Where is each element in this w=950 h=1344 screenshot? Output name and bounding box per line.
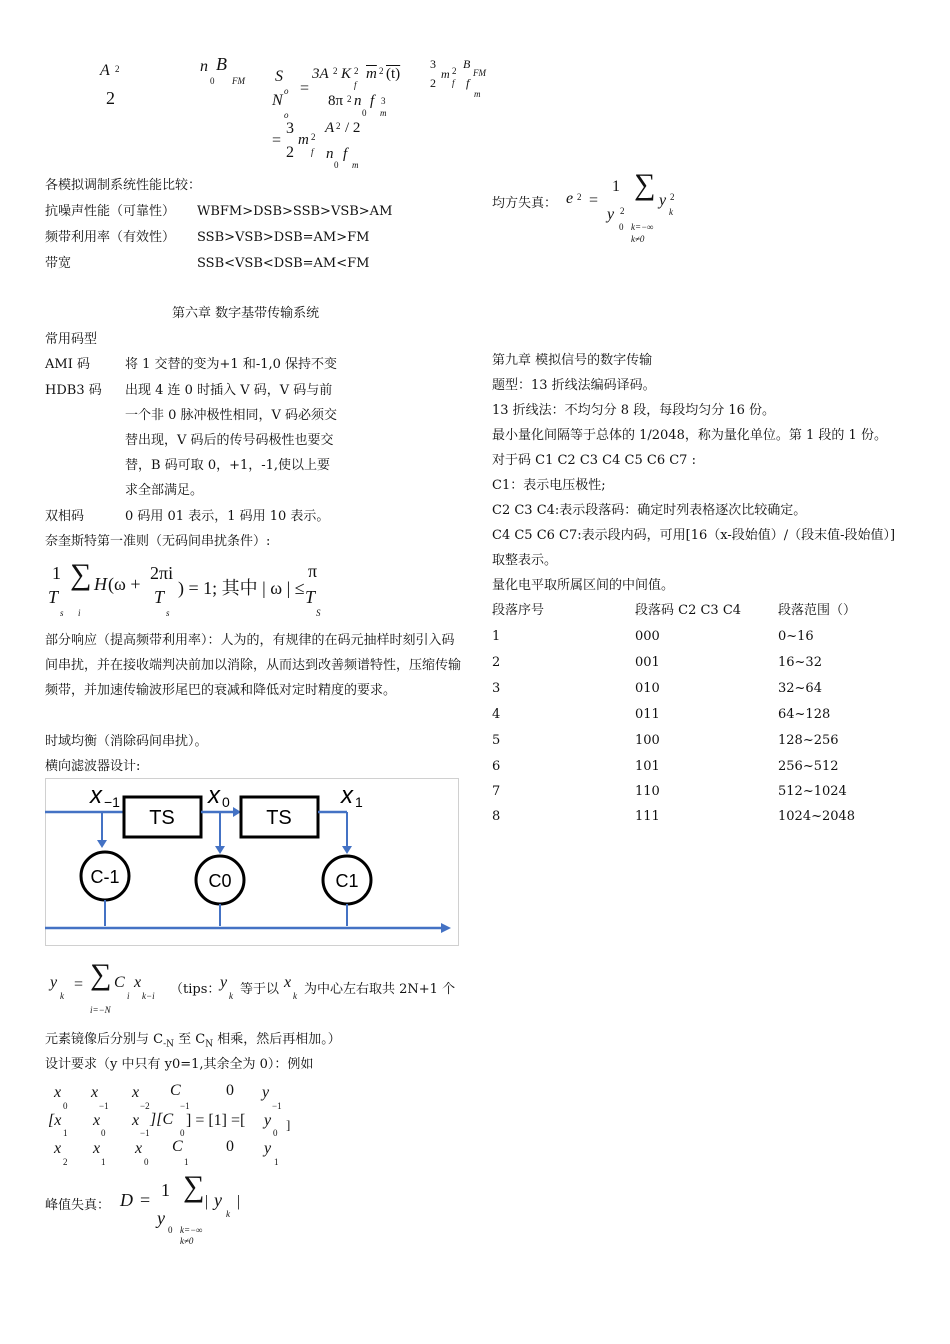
label-x0: x xyxy=(208,782,220,809)
formula-cube: 3 xyxy=(381,96,386,106)
formula-rm2: m xyxy=(474,89,481,99)
formula-N: N xyxy=(272,92,283,109)
nyq-T: T xyxy=(48,587,59,607)
coef-label-0: C0 xyxy=(208,871,232,891)
peak-y: y xyxy=(214,1190,222,1210)
yk-kmi: k−i xyxy=(142,991,155,1001)
formula-zero: 0 xyxy=(210,76,215,86)
table-cell: 32~64 xyxy=(778,681,822,696)
chapter9-line-3: 最小量化间隔等于总体的 1/2048，称为量化单位。第 1 段的 1 份。 xyxy=(492,428,887,443)
nyquist-title: 奈奎斯特第一准则（无码间串扰条件）: xyxy=(45,534,271,549)
tips-y: y xyxy=(220,974,228,991)
m-r1-zero: 0 xyxy=(226,1082,234,1099)
formula-n0b: n xyxy=(326,146,334,162)
m-r1-C: C xyxy=(170,1082,181,1099)
formula-rFM: FM xyxy=(473,68,486,78)
peak-y0: y xyxy=(157,1208,165,1228)
nyq-i: i xyxy=(78,608,81,618)
comparison-label-3: 带宽 xyxy=(45,256,72,271)
m-r3-y-sub: 1 xyxy=(274,1157,279,1167)
peak-bar1: | xyxy=(205,1193,209,1210)
mse-sup: 2 xyxy=(577,192,582,202)
tips-line2a: 元素镜像后分别与 C xyxy=(45,1032,164,1047)
nyq-s2: s xyxy=(166,608,170,618)
m-r3-C-sub: 1 xyxy=(184,1157,189,1167)
chapter9-line-6: C2 C3 C4:表示段落码：确定时列表格逐次比较确定。 xyxy=(492,503,807,518)
formula-two: 2 xyxy=(106,88,115,108)
tips-sub-n2: N xyxy=(205,1039,214,1050)
table-cell: 000 xyxy=(635,629,660,644)
formula-sup2d: 2 xyxy=(379,66,384,76)
nyq-T2: T xyxy=(154,587,165,607)
tips-mid1: 等于以 xyxy=(240,982,280,997)
tips-x: x xyxy=(284,974,292,991)
codes-title: 常用码型 xyxy=(45,332,98,347)
formula-o1: o xyxy=(284,86,289,96)
ami-text: 将 1 交替的变为+1 和-1,0 保持不变 xyxy=(125,357,338,372)
formula-K: K xyxy=(341,66,352,82)
mse-y: y xyxy=(659,192,667,209)
table-cell: 4 xyxy=(492,707,501,722)
m-r3-x2-sub: 0 xyxy=(144,1157,149,1167)
nyq-open: (ω + xyxy=(108,574,141,594)
formula-sup2g: 2 xyxy=(336,121,341,131)
formula-m-sub: m xyxy=(380,108,387,118)
m-r3-zero: 0 xyxy=(226,1138,234,1155)
formula-fm: f xyxy=(370,93,375,109)
m-r1-y: y xyxy=(262,1084,270,1101)
yk-C: C xyxy=(114,974,125,991)
chapter6-title: 第六章 数字基带传输系统 xyxy=(172,306,320,321)
formula-m: $\overline{m}$ xyxy=(366,66,377,82)
m-r1-x2-sub: −2 xyxy=(140,1101,150,1111)
formula-A2: A xyxy=(325,120,335,136)
m-r1-x1-sub: −1 xyxy=(99,1101,109,1111)
formula-n: n xyxy=(200,58,208,75)
formula-zero3: 0 xyxy=(334,160,339,170)
formula-eq1: = xyxy=(300,80,310,97)
formula-frac3: 3 xyxy=(286,120,294,137)
formula-rm: m xyxy=(441,67,450,81)
mse-y0-sub: 0 xyxy=(619,222,624,232)
formula-t: (t) xyxy=(386,66,401,82)
ts-label-1: TS xyxy=(149,807,175,829)
formula-r2: 2 xyxy=(430,76,436,90)
table-cell: 5 xyxy=(492,733,501,748)
table-cell: 6 xyxy=(492,759,501,774)
table-cell: 256~512 xyxy=(778,759,839,774)
m-r2-close: ] xyxy=(286,1117,291,1132)
tips-y-k: k xyxy=(229,991,233,1001)
formula-sup2b: 2 xyxy=(333,66,338,76)
table-cell: 1024~2048 xyxy=(778,809,856,824)
ami-label: AMI 码 xyxy=(45,357,90,372)
mse-sigma: ∑ xyxy=(634,168,656,201)
m-r2-eq: ] = [1] =[ xyxy=(186,1112,246,1129)
m-r2-y: y xyxy=(264,1112,272,1129)
table-cell: 8 xyxy=(492,809,501,824)
m-r3-x1-sub: 1 xyxy=(101,1157,106,1167)
formula-A: A xyxy=(100,62,110,79)
formula-3A: 3A xyxy=(312,66,329,82)
formula-S: S xyxy=(275,68,283,85)
comparison-value-3: SSB<VSB<DSB=AM<FM xyxy=(197,256,370,271)
tips-mid2: 为中心左右取共 2N+1 个 xyxy=(304,982,456,997)
peak-y0-sub: 0 xyxy=(168,1225,173,1235)
mse-one: 1 xyxy=(612,178,620,195)
m-r1-x1: x xyxy=(91,1084,99,1101)
peak-sigma: ∑ xyxy=(183,1170,205,1203)
table-cell: 1 xyxy=(492,629,501,644)
tips-line2b: 至 C xyxy=(174,1032,206,1047)
mse-range2: k≠0 xyxy=(631,234,645,244)
design-requirement: 设计要求（y 中只有 y0=1,其余全为 0）：例如 xyxy=(45,1057,314,1072)
chapter9-line-8: 取整表示。 xyxy=(492,553,558,568)
chapter9-title: 第九章 模拟信号的数字传输 xyxy=(492,353,653,368)
table-cell: 2 xyxy=(492,655,501,670)
m-r2-C: ][C xyxy=(150,1111,174,1128)
peak-bar2: | xyxy=(237,1193,241,1210)
formula-sup2c: 2 xyxy=(354,66,359,76)
yk-range: i=−N xyxy=(90,1005,111,1015)
partial-response-text: 部分响应（提高频带利用率）：人为的，有规律的在码元抽样时刻引入码间串扰，并在接收端判决前加以消除，从而达到改善频谱特性，压缩传输频带，并加速传输波形尾巴的衰减和降低对定时精度的要求。 xyxy=(45,633,462,698)
m-r3-x: x xyxy=(54,1140,62,1157)
comparison-label-2: 频带利用率（有效性） xyxy=(45,230,176,245)
chapter9-line-7: C4 C5 C6 C7:表示段内码，可用[16（x-段始值）/（段末值-段始值）] xyxy=(492,528,896,543)
table-cell: 110 xyxy=(635,784,660,799)
m-r2-y-sub: 0 xyxy=(273,1128,278,1138)
formula-m-sub2: m xyxy=(352,160,359,170)
hdb3-text: 出现 4 连 0 时插入 V 码，V 码与前一个非 0 脉冲极性相同，V 码必须交替出现，V 码后的传号码极性也要交替，B 码可取 0，+1，-1,使以上要求全部满足。 xyxy=(125,383,338,498)
nyq-pi: π xyxy=(308,561,318,581)
formula-rf2: f xyxy=(466,76,470,90)
tips-line2 xyxy=(45,1032,341,1053)
table-cell: 7 xyxy=(492,784,501,799)
peak-range2: k≠0 xyxy=(180,1236,194,1246)
formula-B: B xyxy=(216,54,227,74)
biphase-text: 0 码用 01 表示，1 码用 10 表示。 xyxy=(125,509,330,524)
m-r2-x: [x xyxy=(48,1112,62,1129)
ts-label-2: TS xyxy=(266,807,292,829)
formula-r3: 3 xyxy=(430,57,436,71)
chapter9-line-2: 13 折线法：不均匀分 8 段，每段均匀分 16 份。 xyxy=(492,403,776,418)
hdb3-label: HDB3 码 xyxy=(45,383,102,398)
nyq-one: 1 xyxy=(52,563,61,583)
table-header-1: 段落序号 xyxy=(492,603,545,618)
formula-f-sub2: f xyxy=(311,147,314,157)
nyq-S: S xyxy=(316,608,321,618)
m-r1-y-sub: −1 xyxy=(272,1101,282,1111)
chapter9-line-5: C1：表示电压极性; xyxy=(492,478,606,493)
yk-sigma: ∑ xyxy=(90,958,112,991)
m-r3-C: C xyxy=(172,1138,183,1155)
m-r1-x0-sub: 0 xyxy=(63,1101,68,1111)
comparison-label-1: 抗噪声性能（可靠性） xyxy=(45,204,176,219)
m-r2-x1-sub: 0 xyxy=(101,1128,106,1138)
label-x-m1: x xyxy=(90,782,102,809)
label-x-m1-sub: −1 xyxy=(104,794,120,810)
peak-D: D xyxy=(120,1190,133,1210)
formula-rf: f xyxy=(452,78,455,88)
comparison-title: 各模拟调制系统性能比较： xyxy=(45,178,202,193)
mse-y-sup: 2 xyxy=(670,192,675,202)
yk-eq: = xyxy=(74,976,84,993)
table-cell: 128~256 xyxy=(778,733,839,748)
m-r3-x1: x xyxy=(93,1140,101,1157)
formula-sup2e: 2 xyxy=(347,94,352,104)
formula-rsup: 2 xyxy=(452,66,457,76)
table-cell: 101 xyxy=(635,759,660,774)
yk-x: x xyxy=(134,974,142,991)
table-cell: 0~16 xyxy=(778,629,814,644)
table-header-2: 段落码 C2 C3 C4 xyxy=(635,603,742,618)
mse-y0-sup: 2 xyxy=(620,206,625,216)
mse-range1: k=−∞ xyxy=(631,222,654,232)
formula-eq2: = xyxy=(272,132,282,149)
peak-one: 1 xyxy=(161,1180,170,1200)
m-r1-x2: x xyxy=(132,1084,140,1101)
formula-sup2f: 2 xyxy=(311,132,316,142)
table-cell: 010 xyxy=(635,681,660,696)
formula-8pi: 8π xyxy=(328,93,344,109)
nyq-H: H xyxy=(94,574,107,594)
equalization-title: 时域均衡（消除码间串扰）。 xyxy=(45,734,208,749)
peak-range1: k=−∞ xyxy=(180,1225,203,1235)
formula-slash2: / 2 xyxy=(345,120,361,136)
m-r1-C-sub: −1 xyxy=(180,1101,190,1111)
formula-f-sub: f xyxy=(354,80,357,90)
m-r3-y: y xyxy=(264,1140,272,1157)
table-header-3: 段落范围（） xyxy=(778,603,857,618)
label-x1-sub: 1 xyxy=(355,794,363,810)
table-cell: 011 xyxy=(635,707,660,722)
m-r1-x0: x xyxy=(54,1084,62,1101)
coef-label-1: C1 xyxy=(335,871,359,891)
m-r2-C-sub: 0 xyxy=(180,1128,185,1138)
mse-eq: = xyxy=(589,192,599,209)
m-r3-x-sub: 2 xyxy=(63,1157,68,1167)
table-cell: 64~128 xyxy=(778,707,831,722)
yk-i: i xyxy=(127,991,130,1001)
formula-zero2: 0 xyxy=(362,108,367,118)
chapter9-line-4: 对于码 C1 C2 C3 C4 C5 C6 C7 : xyxy=(492,453,696,468)
m-r3-x2: x xyxy=(135,1140,143,1157)
chapter9-line-1: 题型：13 折线法编码译码。 xyxy=(492,378,656,393)
tips-x-k: k xyxy=(293,991,297,1001)
peak-eq: = xyxy=(140,1190,151,1210)
table-cell: 512~1024 xyxy=(778,784,847,799)
table-cell: 100 xyxy=(635,733,660,748)
label-x1: x xyxy=(341,782,353,809)
chapter9-line-9: 量化电平取所属区间的中间值。 xyxy=(492,578,675,593)
mse-e: e xyxy=(566,190,574,207)
yk-k: k xyxy=(60,991,64,1001)
nyq-s: s xyxy=(60,608,64,618)
comparison-value-1: WBFM>DSB>SSB>VSB>AM xyxy=(197,204,393,219)
formula-mf: m xyxy=(298,132,309,148)
table-cell: 111 xyxy=(635,809,660,824)
m-r2-x1: x xyxy=(93,1112,101,1129)
peak-k: k xyxy=(226,1209,230,1219)
peak-label: 峰值失真： xyxy=(45,1198,111,1213)
mse-y0: y xyxy=(607,206,615,223)
m-r2-x-sub: 1 xyxy=(63,1128,68,1138)
nyq-close: ) = 1; 其中 | ω | ≤ xyxy=(178,578,305,598)
nyq-num: 2πi xyxy=(150,563,174,583)
mse-k: k xyxy=(669,207,673,217)
formula-n0: n xyxy=(354,93,362,109)
table-cell: 001 xyxy=(635,655,660,670)
formula-sup: 2 xyxy=(115,64,120,74)
label-x0-sub: 0 xyxy=(222,794,230,810)
m-r2-x2: x xyxy=(132,1112,140,1129)
formula-o2: o xyxy=(284,110,289,120)
tips-line2c: 相乘，然后再相加。） xyxy=(213,1032,341,1047)
formula-FM: FM xyxy=(232,76,245,86)
comparison-value-2: SSB>VSB>DSB=AM>FM xyxy=(197,230,370,245)
formula-fm2: f xyxy=(343,146,348,162)
m-r2-x2-sub: −1 xyxy=(140,1128,150,1138)
yk-y: y xyxy=(50,974,58,991)
transversal-filter-diagram xyxy=(45,778,459,946)
formula-rB: B xyxy=(463,57,471,71)
coef-label-m1: C-1 xyxy=(90,867,120,887)
formula-frac2: 2 xyxy=(286,144,294,161)
biphase-label: 双相码 xyxy=(45,509,85,524)
table-cell: 3 xyxy=(492,681,501,696)
tips-prefix: （tips： xyxy=(170,982,221,997)
nyq-sigma: ∑ xyxy=(70,558,92,591)
tips-sub-n1: -N xyxy=(163,1039,175,1050)
table-cell: 16~32 xyxy=(778,655,822,670)
nyq-TS: T xyxy=(305,587,316,607)
filter-title: 横向滤波器设计: xyxy=(45,759,141,774)
mse-label: 均方失真： xyxy=(492,196,558,211)
